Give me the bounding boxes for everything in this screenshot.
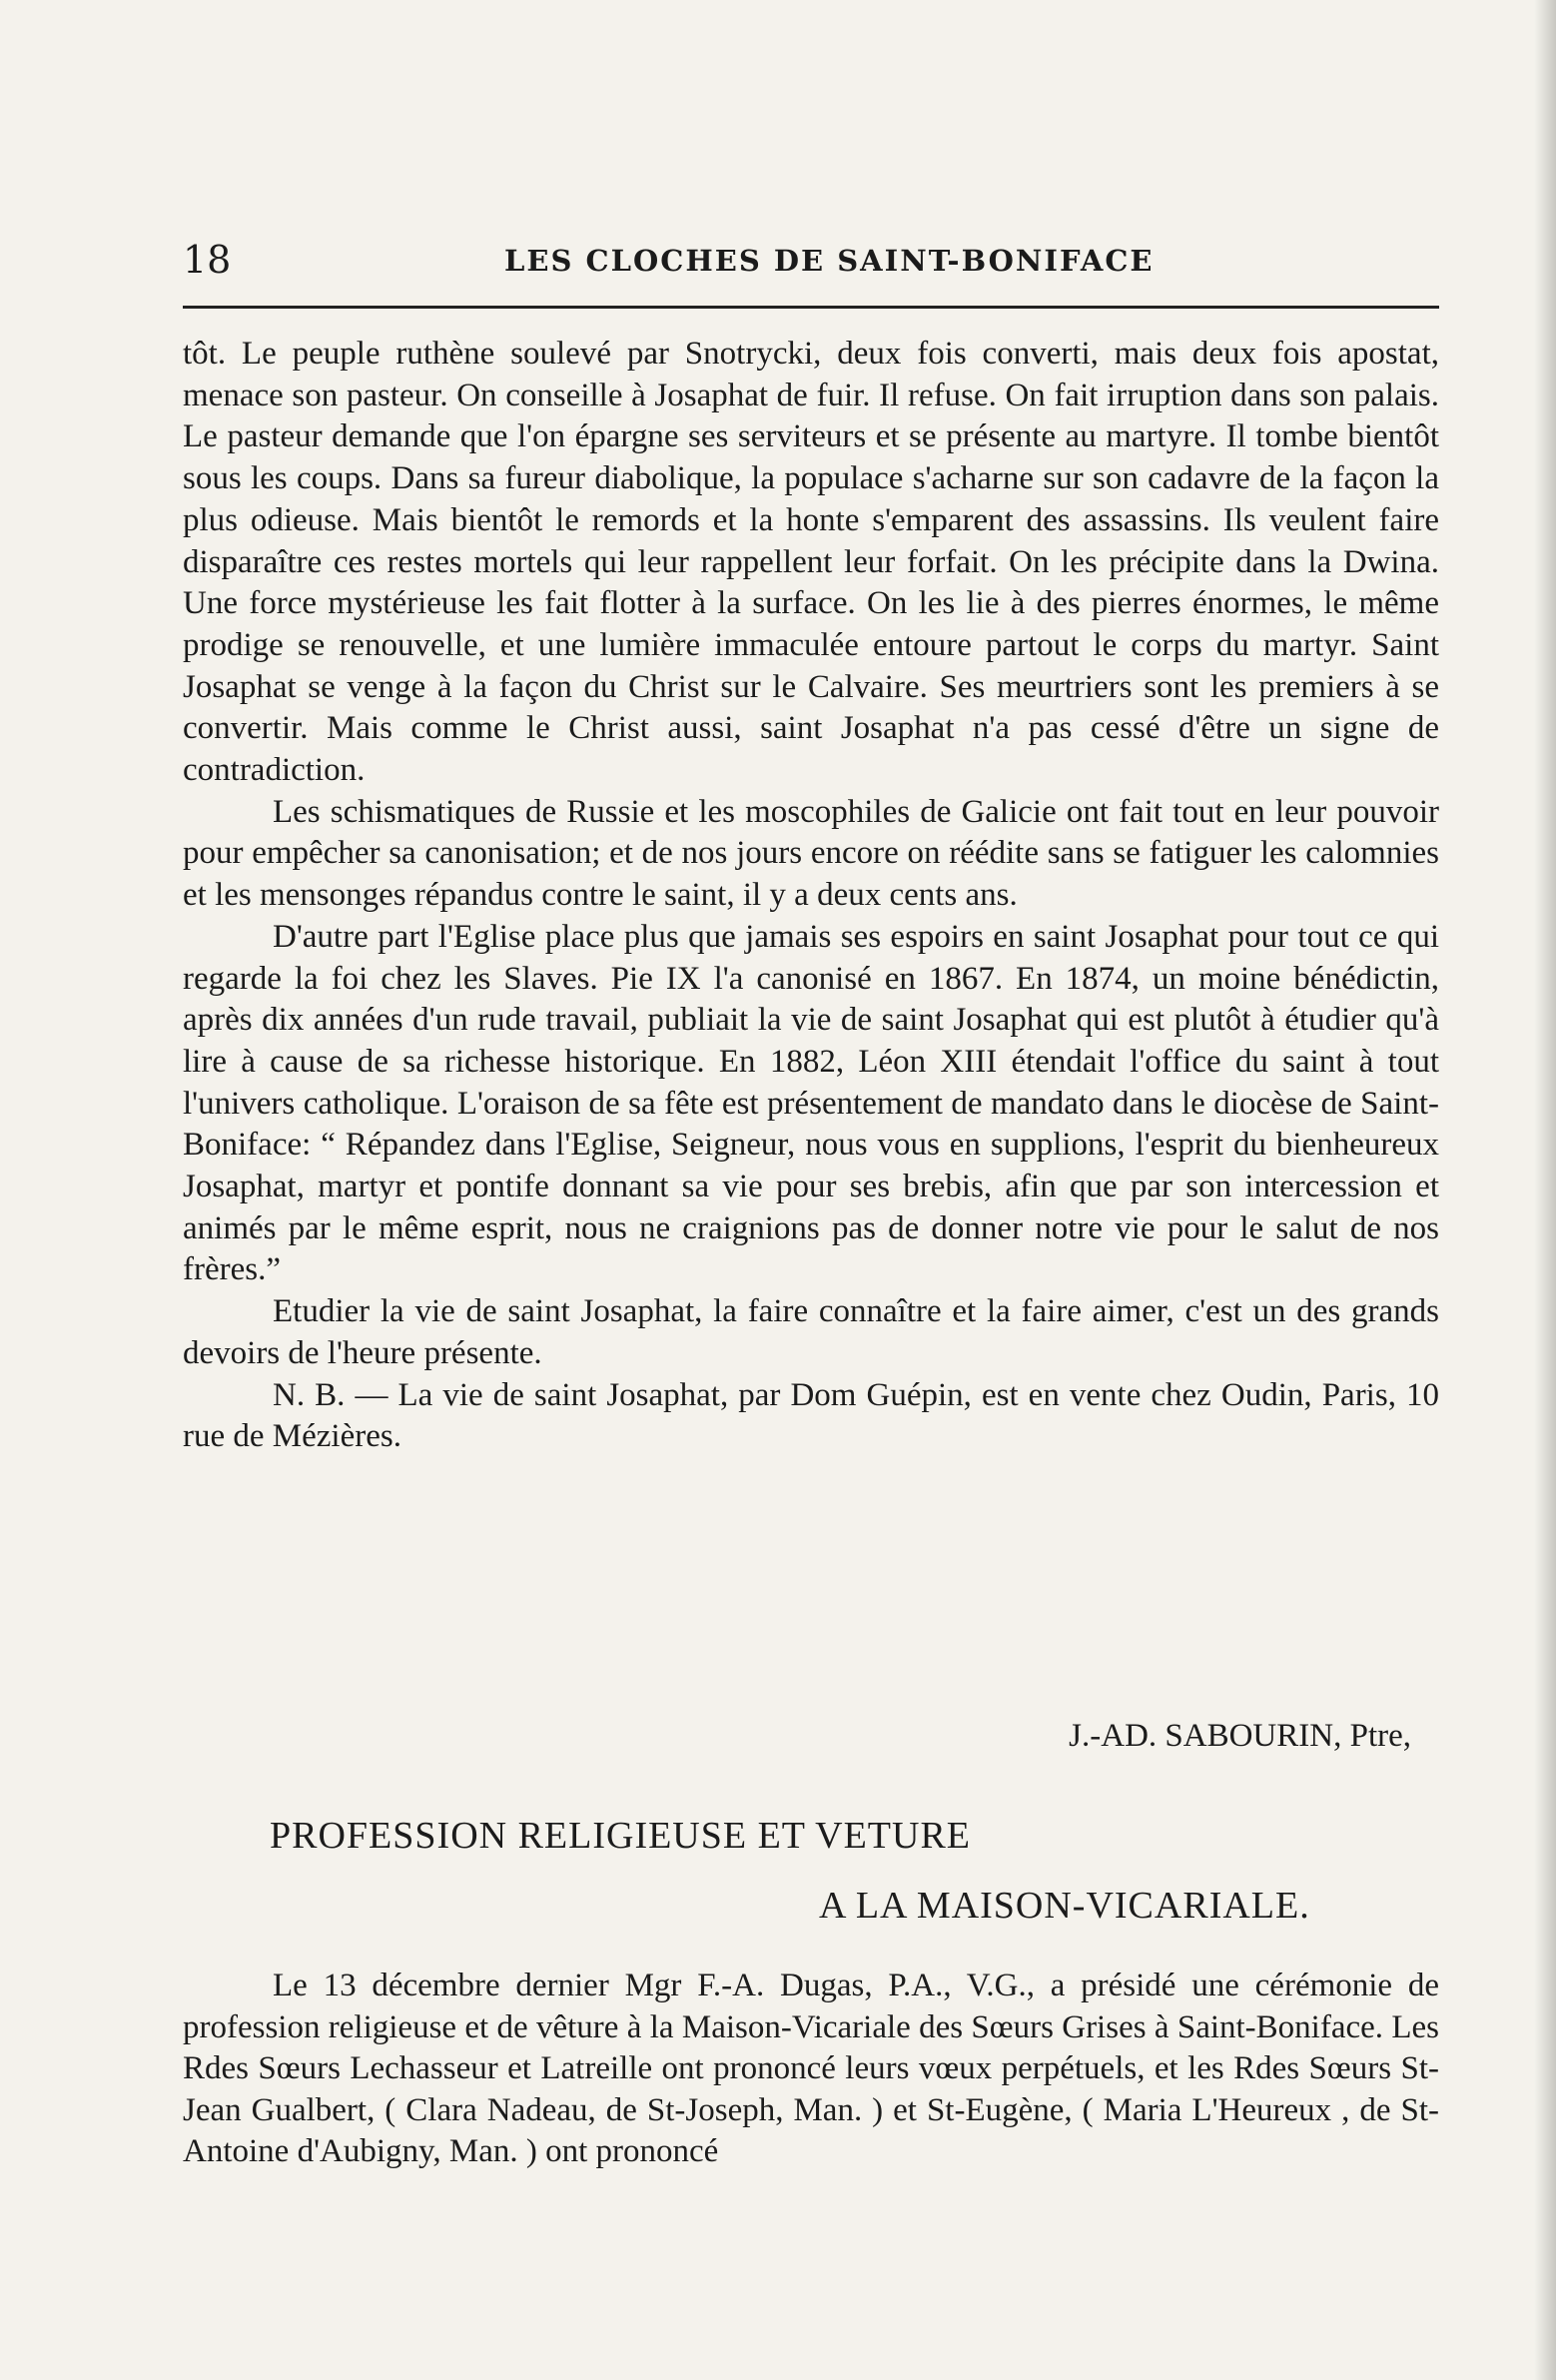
paragraph: Etudier la vie de saint Josaphat, la faire connaître et la faire aimer, c'est un des grands devoirs de l'heure présente. xyxy=(183,1293,1439,1371)
paragraph: tôt. Le peuple ruthène soulevé par Snotrycki, deux fois converti, mais deux fois apostat, menace son pasteur. On conseille à Josaphat de fuir. Il refuse. On fait irruption dans son palais. Le pasteur demande que l'on épargne ses serviteurs et se présente au martyre. Il tombe bientôt sous les coups. Dans sa fureur diabolique, la populace s'acharne sur son cadavre de la façon la plus odieuse. Mais bientôt le remords et la honte s'emparent des assassins. Ils veulent faire disparaître ces restes mortels qui leur rappellent leur forfait. On les précipite dans la Dwina. Une force mystérieuse les fait flotter à la surface. On les lie à des pierres énormes, le même prodige se renouvelle, et une lumière immaculée entoure partout le corps du martyr. Saint Josaphat se venge à la façon du Christ sur le Calvaire. Ses meurtriers sont les premiers à se convertir. Mais comme le Christ aussi, saint Josaphat n'a pas cessé d'être un signe de contradiction. xyxy=(183,336,1439,789)
paragraph: D'autre part l'Eglise place plus que jamais ses espoirs en saint Josaphat pour tout ce qui regarde la foi chez les Slaves. Pie IX l'a canonisé en 1867. En 1874, un moine bénédictin, après dix années d'un rude travail, publiait la vie de saint Josaphat qui est plutôt à étudier qu'à lire à cause de sa richesse historique. En 1882, Léon XIII étendait l'office du saint à tout l'univers catholique. L'oraison de sa fête est présentement de mandato dans le diocèse de Saint-Boniface: “ Répandez dans l'Eglise, Seigneur, nous vous en supplions, l'esprit du bienheureux Josaphat, martyr et pontife donnant sa vie pour ses brebis, afin que par son intercession et animés par le même esprit, nous ne craignions pas de donner notre vie pour le salut de nos frères.” xyxy=(183,918,1439,1288)
author-signature: J.-AD. SABOURIN, Ptre, xyxy=(1069,1718,1411,1754)
paragraph: N. B. — La vie de saint Josaphat, par Dom Guépin, est en vente chez Oudin, Paris, 10 rue de Mézières. xyxy=(183,1376,1439,1455)
page-header xyxy=(183,238,1439,286)
page-edge-shadow xyxy=(1534,0,1556,2380)
running-title: LES CLOCHES DE SAINT-BONIFACE xyxy=(504,244,1155,278)
paragraph: Les schismatiques de Russie et les moscophiles de Galicie ont fait tout en leur pouvoir pour empêcher sa canonisation; et de nos jours encore on réédite sans se fatiguer les calomnies et les mensonges répandus contre le saint, il y a deux cents ans. xyxy=(183,793,1439,914)
page-number: 18 xyxy=(183,238,232,282)
header-rule xyxy=(183,306,1439,309)
paragraph: Le 13 décembre dernier Mgr F.-A. Dugas, P.A., V.G., a présidé une cérémonie de profession religieuse et de vêture à la Maison-Vicariale des Sœurs Grises à Saint-Boniface. Les Rdes Sœurs Lechasseur et Latreille ont prononcé leurs vœux perpétuels, et les Rdes Sœurs St-Jean Gualbert, ( Clara Nadeau, de St-Joseph, Man. ) et St-Eugène, ( Maria L'Heureux , de St-Antoine d'Aubigny, Man. ) ont prononcé xyxy=(183,1968,1439,2169)
section-subtitle: A LA MAISON-VICARIALE. xyxy=(819,1885,1310,1927)
section-title: PROFESSION RELIGIEUSE ET VETURE xyxy=(270,1815,972,1857)
article-body xyxy=(183,334,1439,1458)
section-body xyxy=(183,1966,1439,2173)
